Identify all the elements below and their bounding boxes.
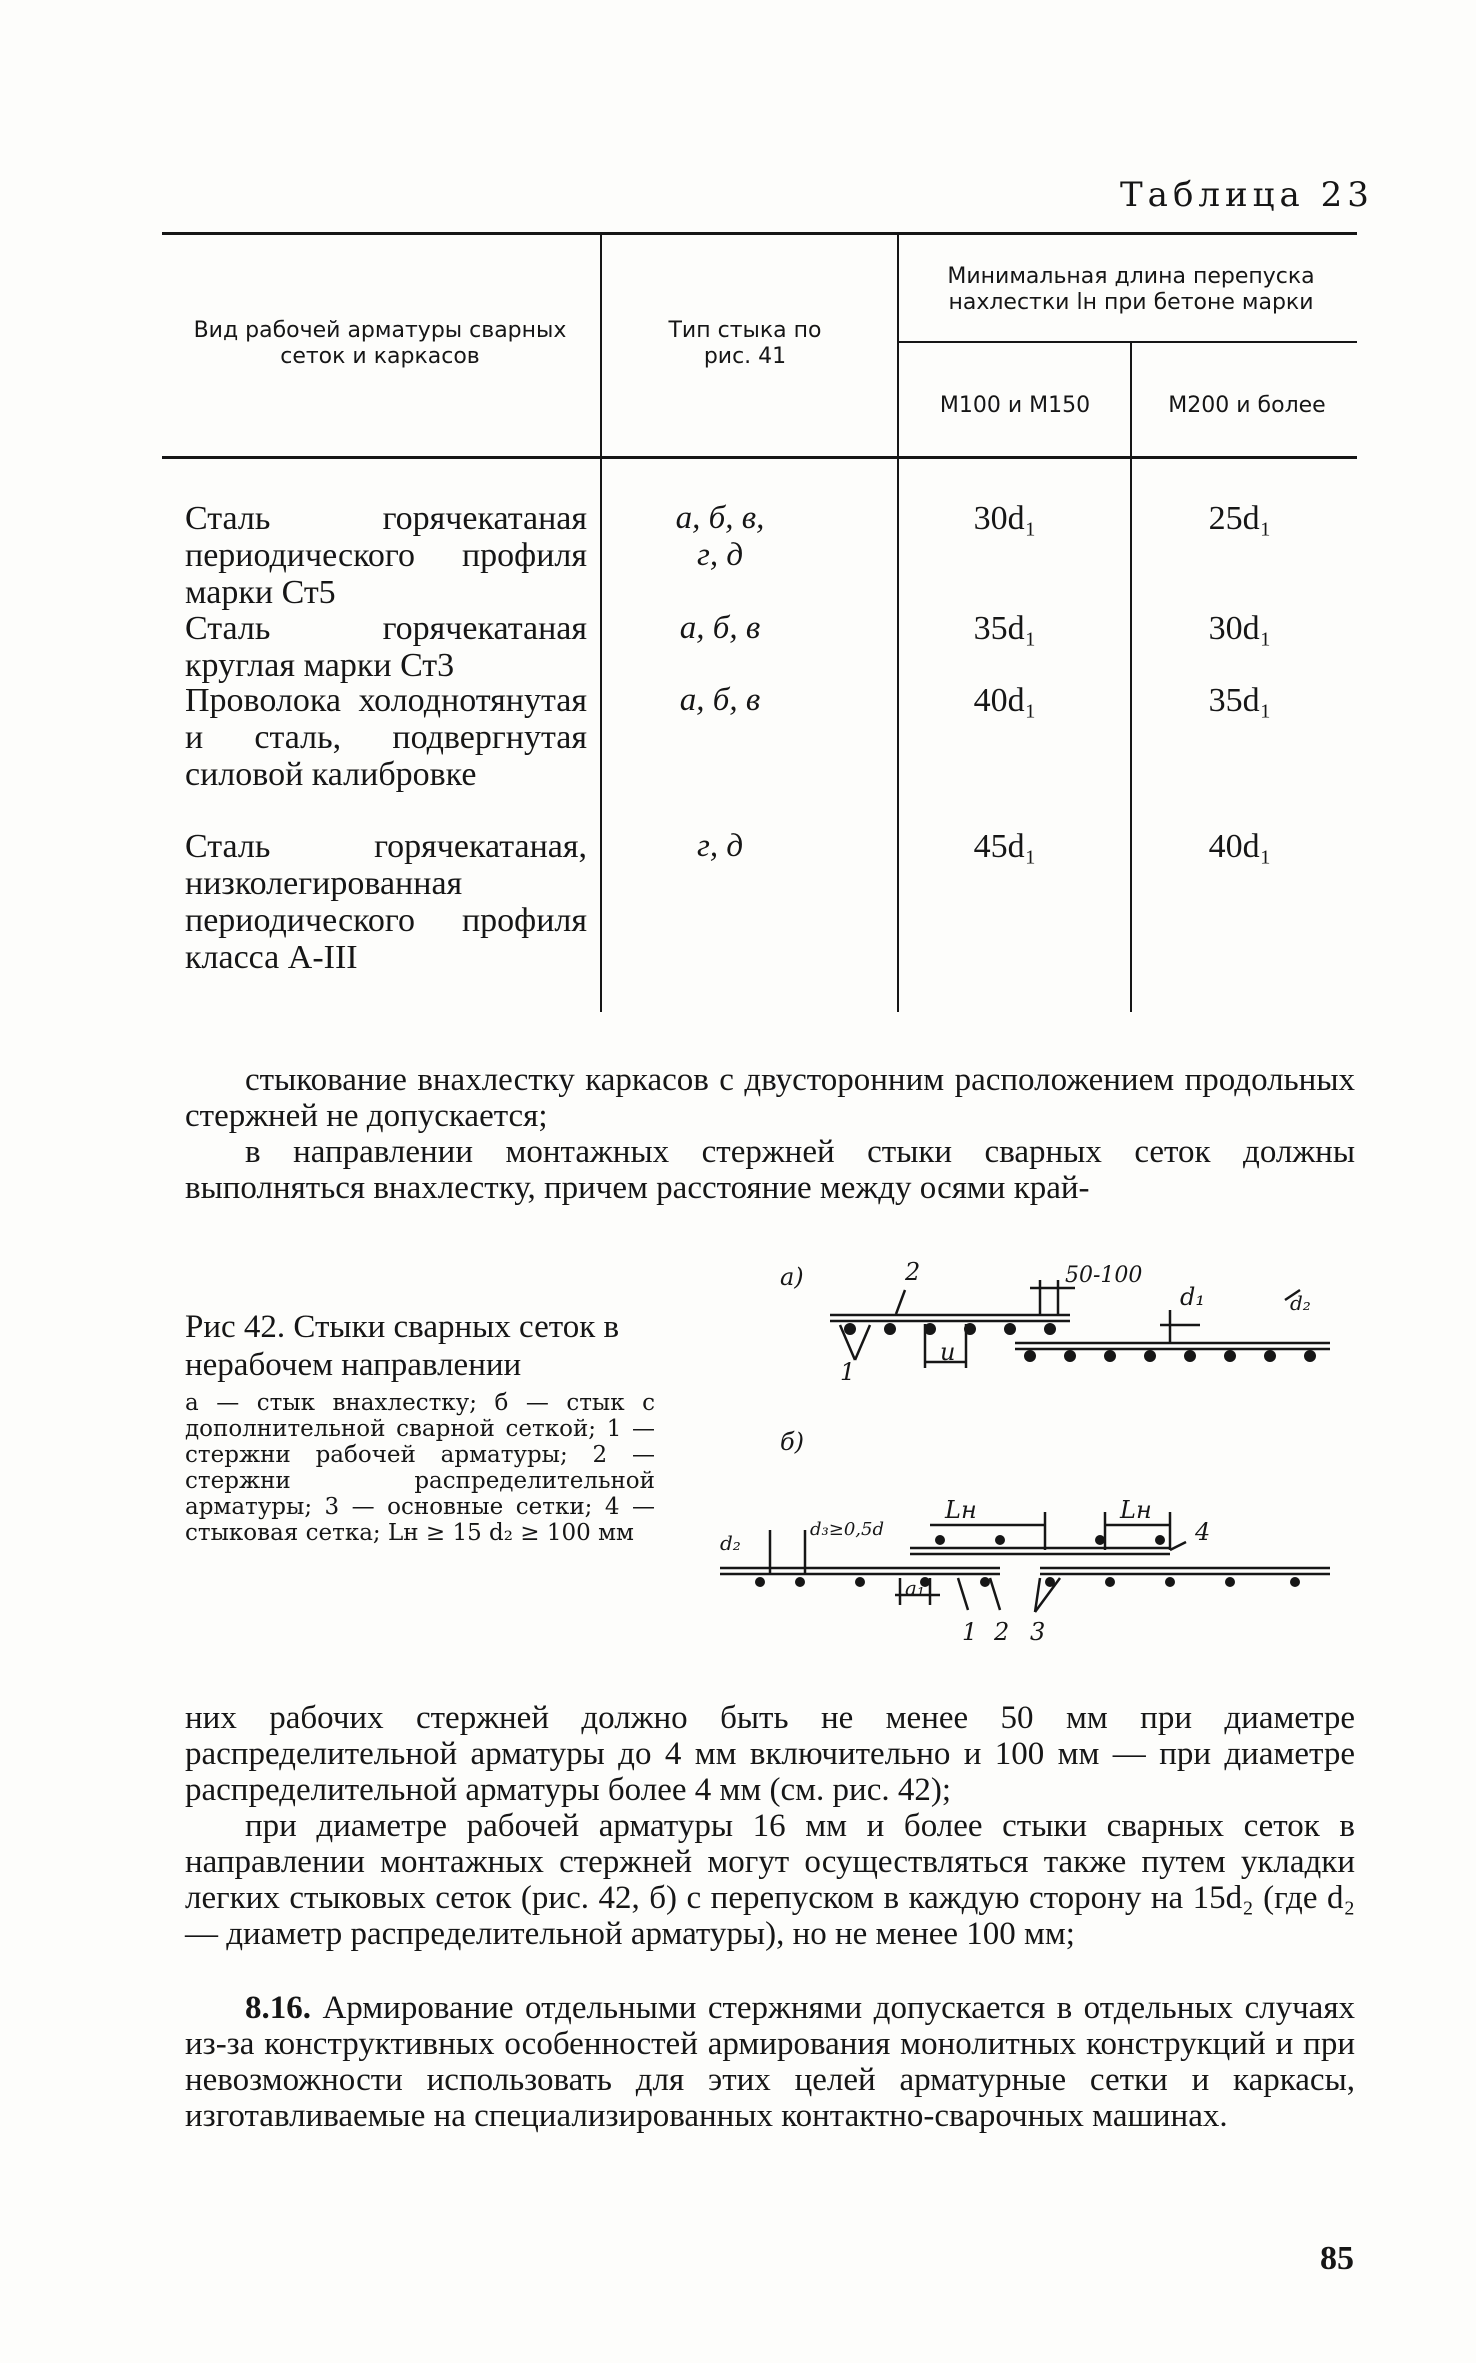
table-divider-1 [600,232,602,1012]
label-d2-left: d₂ [720,1531,741,1555]
row2-type: а, б, в [679,610,761,646]
label-d2-top: d₂ [1290,1291,1311,1315]
row3-type: а, б, в [679,682,761,718]
label-2-top: 2 [905,1258,921,1286]
paragraph-3: них рабочих стержней должно быть не менее 50 мм при диаметре распределительной арматуры до 4 мм включительно и 100 мм — при диаметре распределительной арматуры более 4 мм (см. рис. 42); [185,1700,1355,1808]
label-2-bottom: 2 [994,1618,1010,1646]
paragraph-2: в направлении монтажных стержней стыки сварных сеток должны выполняться внахлестку, причем расстояние между осями край- [185,1134,1355,1206]
row2-material: Сталь горячекатаная круглая марки Ст3 [185,610,587,684]
label-ln-1: Lн [945,1496,977,1524]
paragraph-5: 8.16. Армирование отдельными стержнями допускается в отдельных случаях из-за конструктивных особенностей армирования монолитных конструкций и при невозможности использовать для этих целей арматурные сетки и каркасы, изготавливаемые на специализированных контактно-сварочных машинах. [185,1990,1355,2134]
page-number: 85 [1320,2240,1354,2277]
label-3: 3 [1030,1618,1046,1646]
label-ln-2: Lн [1120,1496,1152,1524]
label-50-100: 50-100 [1065,1263,1143,1288]
label-1-top: 1 [840,1358,856,1386]
label-a: а) [780,1263,804,1291]
row1-material: Сталь горячекатаная периодического профиля марки Ст5 [185,500,587,611]
paragraph-1: стыкование внахлестку каркасов с двусторонним расположением продольных стержней не допускается; [185,1062,1355,1134]
header-material: Вид рабочей арматуры сварных сеток и каркасов [193,318,567,369]
paragraph-4: при диаметре рабочей арматуры 16 мм и более стыки сварных сеток в направлении монтажных стержней могут осуществляться также путем укладки легких стыковых сеток (рис. 42, б) с перепуском в каждую сторону на 15d₂ (где d₂ — диаметр распределительной арматуры), но не менее 100 мм; [185,1808,1355,1952]
row3-value-m100: 40d₁ [973,682,1037,719]
header-m100: М100 и М150 [939,393,1091,418]
header-joint-type: Тип стыка по рис. 41 [668,318,822,369]
row1-value-m200: 25d₁ [1208,500,1272,537]
row1-value-m100: 30d₁ [973,500,1037,537]
header-min-length: Минимальная длина перепуска нахлестки lн при бетоне марки [947,264,1315,315]
row2-value-m100: 35d₁ [973,610,1037,647]
figure-caption-title: Рис 42. Стыки сварных сеток в нерабочем направлении [185,1309,620,1383]
row3-value-m200: 35d₁ [1208,682,1272,719]
table-header-bottom-rule [162,456,1357,459]
table-top-rule [162,232,1357,235]
table-label: Таблица 23 [1120,175,1374,215]
figure-caption-body: а — стык внахлестку; б — стык с дополнительной сварной сеткой; 1 — стержни рабочей арматуры; 2 — стержни распределительной арматуры; 3 — основные сетки; 4 — стыковая сетка; Lн ≥ 15 d₂ ≥ 100 мм [185,1390,655,1546]
row3-material: Проволока холоднотянутая и сталь, подвергнутая силовой калибровке [185,682,587,793]
label-1-bottom: 1 [962,1618,978,1646]
table-subheader-rule [897,341,1357,343]
table-divider-2 [897,232,899,1012]
row4-value-m100: 45d₁ [973,828,1037,865]
row1-type-line2: г, д [696,537,744,573]
row4-type: г, д [696,828,744,864]
label-d3: d₃≥0,5d [810,1519,884,1540]
label-d1: d₁ [1180,1283,1205,1311]
row4-value-m200: 40d₁ [1208,828,1272,865]
row4-material: Сталь горячекатаная, низколегированная периодического профиля класса А-III [185,828,587,976]
row1-type-line1: а, б, в, [675,500,765,536]
section-number: 8.16. [245,1990,311,2026]
label-4: 4 [1195,1518,1211,1546]
figure-42-drawing [700,1250,1360,1670]
table-divider-3 [1130,341,1132,1012]
label-b: б) [780,1428,805,1456]
row2-value-m200: 30d₁ [1208,610,1272,647]
label-u: u [940,1338,956,1366]
header-m200: М200 и более [1168,393,1326,418]
label-a1: a₁ [905,1576,925,1600]
